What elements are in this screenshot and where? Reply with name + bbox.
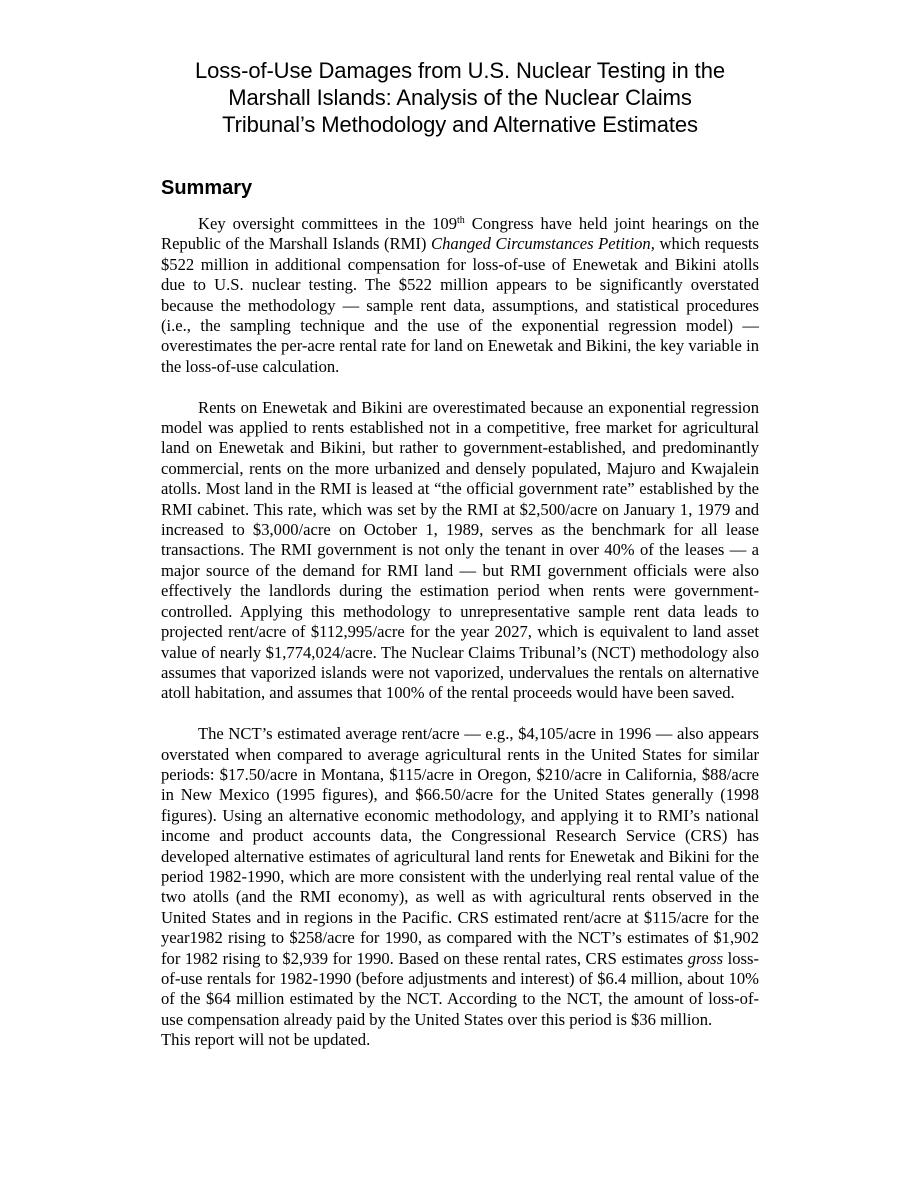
- title-line-3: Tribunal’s Methodology and Alternative Estimates: [222, 112, 698, 137]
- report-title: [161, 57, 759, 138]
- title-line-1: Loss-of-Use Damages from U.S. Nuclear Testing in the: [195, 58, 725, 83]
- p3-italic-word: gross: [687, 948, 724, 968]
- summary-paragraph-3: [161, 724, 759, 1051]
- p1-text-c: which requests $522 million in additional compensation for loss-of-use of Enewetak and Bikini atolls due to U.S. nuclear testing. The $522 million appears to be significantly overstated because the methodology — sample rent data, assumptions, and statistical procedures (i.e., the sampling technique and the use of the exponential regression model) — overestimates the per-acre rental rate for land on Enewetak and Bikini, the key variable in the loss-of-use calculation.: [161, 234, 759, 376]
- p1-italic-title: Changed Circumstances Petition,: [431, 234, 655, 254]
- document-page: [161, 57, 759, 1051]
- p1-text-a: Key oversight committees in the 109: [198, 214, 457, 233]
- p1-superscript: th: [457, 215, 465, 226]
- summary-heading: Summary: [161, 177, 253, 199]
- update-note: This report will not be updated.: [161, 1030, 371, 1050]
- summary-paragraph-1: [161, 214, 759, 377]
- title-line-2: Marshall Islands: Analysis of the Nuclear Claims: [228, 85, 692, 110]
- p3-text-b: loss-of-use rentals for 1982-1990 (before adjustments and interest) of $6.4 million, about 10% of the $64 million estimated by the NCT. According to the NCT, the amount of loss-of-use compensation already paid by the United States over this period is $36 million.: [161, 948, 759, 1029]
- p3-text-a: The NCT’s estimated average rent/acre — e.g., $4,105/acre in 1996 — also appears overstated when compared to average agricultural rents in the United States for similar periods: $17.50/acre in Montana, $115/acre in Oregon, $210/acre in California, $88/acre in New Mexico (1995 figures), and $66.50/acre for the United States generally (1998 figures). Using an alternative economic methodology, and applying it to RMI’s national income and product accounts data, the Congressional Research Service (CRS) has developed alternative estimates of agricultural land rents for Enewetak and Bikini for the period 1982-1990, which are more consistent with the underlying real rental value of the two atolls (and the RMI economy), as well as with agricultural rents observed in the United States and in regions in the Pacific. CRS estimated rent/acre at $115/acre for the year1982 rising to $258/acre for 1990, as compared with the NCT’s estimates of $1,902 for 1982 rising to $2,939 for 1990. Based on these rental rates, CRS estimates: [161, 724, 759, 968]
- summary-paragraph-2: Rents on Enewetak and Bikini are overestimated because an exponential regression model was applied to rents established not in a competitive, free market for agricultural land on Enewetak and Bikini, but rather to government-established, and predominantly commercial, rents on the more urbanized and densely populated, Majuro and Kwajalein atolls. Most land in the RMI is leased at “the official government rate” established by the RMI cabinet. This rate, which was set by the RMI at $2,500/acre on January 1, 1979 and increased to $3,000/acre on October 1, 1989, serves as the benchmark for all lease transactions. The RMI government is not only the tenant in over 40% of the leases — a major source of the demand for RMI land — but RMI government officials were also effectively the landlords during the estimation period when rents were government-controlled. Applying this methodology to unrepresentative sample rent data leads to projected rent/acre of $112,995/acre for the year 2027, which is equivalent to land asset value of nearly $1,774,024/acre. The Nuclear Claims Tribunal’s (NCT) methodology also assumes that vaporized islands were not vaporized, undervalues the rentals on alternative atoll habitation, and assumes that 100% of the rental proceeds would have been saved.: [161, 397, 759, 703]
- p1-text-b: Congress have held joint hearings on the Republic of the Marshall Islands (RMI): [161, 214, 759, 254]
